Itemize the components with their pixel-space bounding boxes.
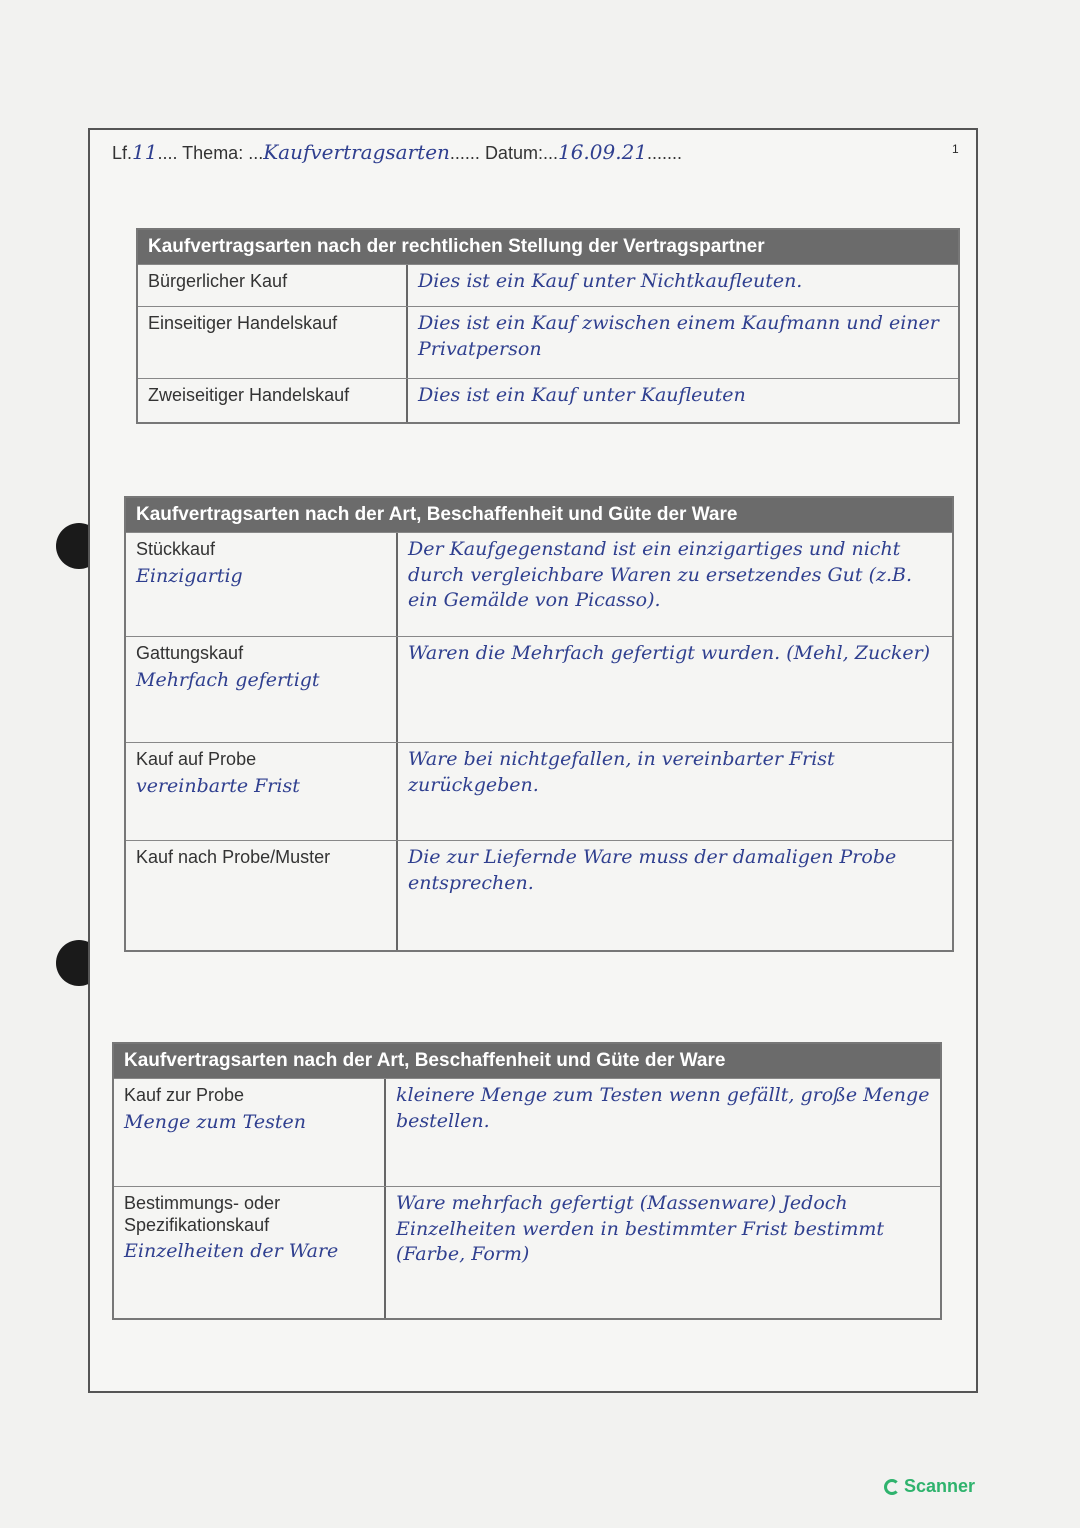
row-note: Einzelheiten der Ware (124, 1240, 339, 1263)
row-value: Ware bei nichtgefallen, in vereinbarter Frist zurückgeben. (408, 748, 835, 796)
table-row (138, 264, 958, 306)
worksheet-header: Lf.11.... Thema: ...Kaufvertragsarten...... Datum:...16.09.21....... (112, 140, 683, 164)
lf-label: Lf. (112, 143, 133, 163)
table-row (126, 742, 952, 840)
row-note: Menge zum Testen (124, 1110, 306, 1133)
watermark-text: Scanner (904, 1476, 976, 1496)
row-label: Bestimmungs- oder Spezifikationskauf (124, 1193, 281, 1235)
table-row (126, 840, 952, 950)
table-row (126, 532, 952, 636)
row-value: Waren die Mehrfach gefertigt wurden. (Mehl, Zucker) (408, 642, 931, 664)
page-number: 1 (952, 142, 959, 156)
row-note: vereinbarte Frist (136, 774, 300, 797)
row-label: Einseitiger Handelskauf (138, 307, 408, 378)
row-note: Einzigartig (136, 564, 243, 587)
table-art-beschaffenheit-2 (112, 1042, 942, 1320)
row-value: Dies ist ein Kauf zwischen einem Kaufmann und einer Privatperson (418, 312, 939, 360)
table-row (138, 306, 958, 378)
row-label: Zweiseitiger Handelskauf (138, 379, 408, 422)
row-value: Dies ist ein Kauf unter Nichtkaufleuten. (418, 270, 803, 292)
row-label: Stückkauf (136, 539, 216, 559)
thema-value: Kaufvertragsarten (263, 140, 450, 164)
lf-value: 11 (132, 140, 158, 164)
datum-label: Datum: (484, 143, 543, 163)
table-title: Kaufvertragsarten nach der Art, Beschaffenheit und Güte der Ware (114, 1044, 940, 1078)
table-rechtliche-stellung (136, 228, 960, 424)
table-title: Kaufvertragsarten nach der Art, Beschaffenheit und Güte der Ware (126, 498, 952, 532)
table-row (114, 1078, 940, 1186)
table-art-beschaffenheit (124, 496, 954, 952)
row-value: Ware mehrfach gefertigt (Massenware) Jedoch Einzelheiten werden in bestimmter Frist bestimmt (Farbe, Form) (396, 1192, 885, 1266)
table-row (138, 378, 958, 422)
datum-value: 16.09.21 (557, 140, 648, 164)
row-label: Kauf zur Probe (124, 1085, 245, 1105)
row-label: Kauf auf Probe (136, 749, 257, 769)
row-value: kleinere Menge zum Testen wenn gefällt, große Menge bestellen. (396, 1084, 930, 1132)
row-label: Bürgerlicher Kauf (138, 265, 408, 306)
thema-label: Thema: (182, 143, 244, 163)
table-row (114, 1186, 940, 1318)
row-note: Mehrfach gefertigt (136, 668, 320, 691)
row-value: Dies ist ein Kauf unter Kaufleuten (418, 384, 746, 406)
table-title: Kaufvertragsarten nach der rechtlichen Stellung der Vertragspartner (138, 230, 958, 264)
row-label: Kauf nach Probe/Muster (136, 847, 331, 867)
scanner-logo-icon (884, 1479, 900, 1495)
scanner-watermark (884, 1476, 975, 1497)
row-value: Der Kaufgegenstand ist ein einzigartiges und nicht durch vergleichbare Waren zu ersetzendes Gut (z.B. ein Gemälde von Picasso). (408, 538, 913, 612)
table-row (126, 636, 952, 742)
row-value: Die zur Liefernde Ware muss der damaligen Probe entsprechen. (408, 846, 897, 894)
row-label: Gattungskauf (136, 643, 244, 663)
